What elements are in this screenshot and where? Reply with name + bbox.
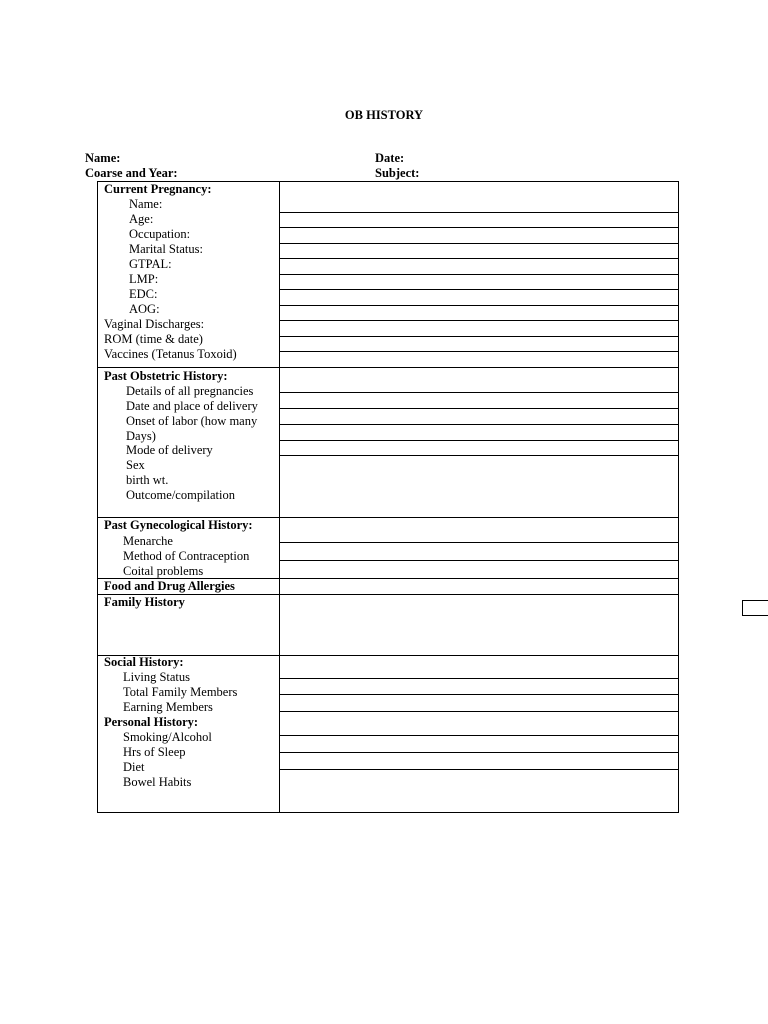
- answer-line[interactable]: [279, 455, 679, 456]
- answer-line[interactable]: [279, 212, 679, 213]
- personal-history-item: Smoking/Alcohol: [123, 730, 212, 744]
- answer-line[interactable]: [279, 258, 679, 259]
- answer-line[interactable]: [279, 769, 679, 770]
- social-history-item: Total Family Members: [123, 685, 238, 699]
- answer-line[interactable]: [279, 351, 679, 352]
- column-divider: [279, 181, 280, 813]
- answer-line[interactable]: [279, 694, 679, 695]
- past-obstetric-item: Onset of labor (how many: [126, 414, 258, 428]
- social-history-item: Living Status: [123, 670, 191, 684]
- family-history-heading: Family History: [104, 595, 185, 609]
- current-pregnancy-extra: Vaccines (Tetanus Toxoid): [104, 347, 237, 361]
- answer-line[interactable]: [279, 336, 679, 337]
- current-pregnancy-item: EDC:: [129, 287, 158, 301]
- current-pregnancy-heading: Current Pregnancy:: [104, 182, 212, 196]
- past-obstetric-item: Days): [126, 429, 156, 443]
- past-obstetric-item: Mode of delivery: [126, 443, 213, 457]
- current-pregnancy-extra: Vaginal Discharges:: [104, 317, 205, 331]
- current-pregnancy-extra: ROM (time & date): [104, 332, 203, 346]
- answer-line[interactable]: [279, 243, 679, 244]
- past-obstetric-item: Outcome/compilation: [126, 488, 236, 502]
- personal-history-item: Bowel Habits: [123, 775, 192, 789]
- personal-history-item: Diet: [123, 760, 145, 774]
- answer-line[interactable]: [279, 274, 679, 275]
- answer-line[interactable]: [279, 711, 679, 712]
- date-label: Date:: [375, 151, 405, 165]
- answer-line[interactable]: [279, 424, 679, 425]
- answer-line[interactable]: [279, 735, 679, 736]
- section-divider: [97, 367, 679, 368]
- allergies-heading: Food and Drug Allergies: [104, 579, 235, 593]
- answer-line[interactable]: [279, 305, 679, 306]
- current-pregnancy-item: AOG:: [129, 302, 160, 316]
- course-label: Coarse and Year:: [85, 166, 178, 180]
- past-obstetric-item: birth wt.: [126, 473, 169, 487]
- section-divider: [97, 655, 679, 656]
- answer-line[interactable]: [279, 542, 679, 543]
- past-gynecological-item: Coital problems: [123, 564, 204, 578]
- answer-line[interactable]: [279, 392, 679, 393]
- answer-line[interactable]: [279, 408, 679, 409]
- name-label: Name:: [85, 151, 121, 165]
- current-pregnancy-item: GTPAL:: [129, 257, 172, 271]
- past-obstetric-item: Details of all pregnancies: [126, 384, 254, 398]
- answer-line[interactable]: [279, 227, 679, 228]
- page-title: OB HISTORY: [344, 108, 424, 122]
- answer-line[interactable]: [279, 752, 679, 753]
- past-obstetric-item: Sex: [126, 458, 145, 472]
- answer-line[interactable]: [279, 289, 679, 290]
- past-obstetric-item: Date and place of delivery: [126, 399, 258, 413]
- current-pregnancy-item: Marital Status:: [129, 242, 203, 256]
- current-pregnancy-item: Occupation:: [129, 227, 191, 241]
- past-gynecological-item: Method of Contraception: [123, 549, 250, 563]
- subject-label: Subject:: [375, 166, 420, 180]
- personal-history-item: Hrs of Sleep: [123, 745, 186, 759]
- current-pregnancy-item: LMP:: [129, 272, 159, 286]
- past-gynecological-heading: Past Gynecological History:: [104, 518, 253, 532]
- answer-line[interactable]: [279, 678, 679, 679]
- answer-line[interactable]: [279, 440, 679, 441]
- past-gynecological-item: Menarche: [123, 534, 173, 548]
- social-history-heading: Social History:: [104, 655, 184, 669]
- past-obstetric-heading: Past Obstetric History:: [104, 369, 228, 383]
- answer-line[interactable]: [279, 560, 679, 561]
- current-pregnancy-item: Name:: [129, 197, 163, 211]
- current-pregnancy-item: Age:: [129, 212, 154, 226]
- margin-box: [742, 600, 768, 616]
- answer-line[interactable]: [279, 320, 679, 321]
- personal-history-heading: Personal History:: [104, 715, 199, 729]
- social-history-item: Earning Members: [123, 700, 213, 714]
